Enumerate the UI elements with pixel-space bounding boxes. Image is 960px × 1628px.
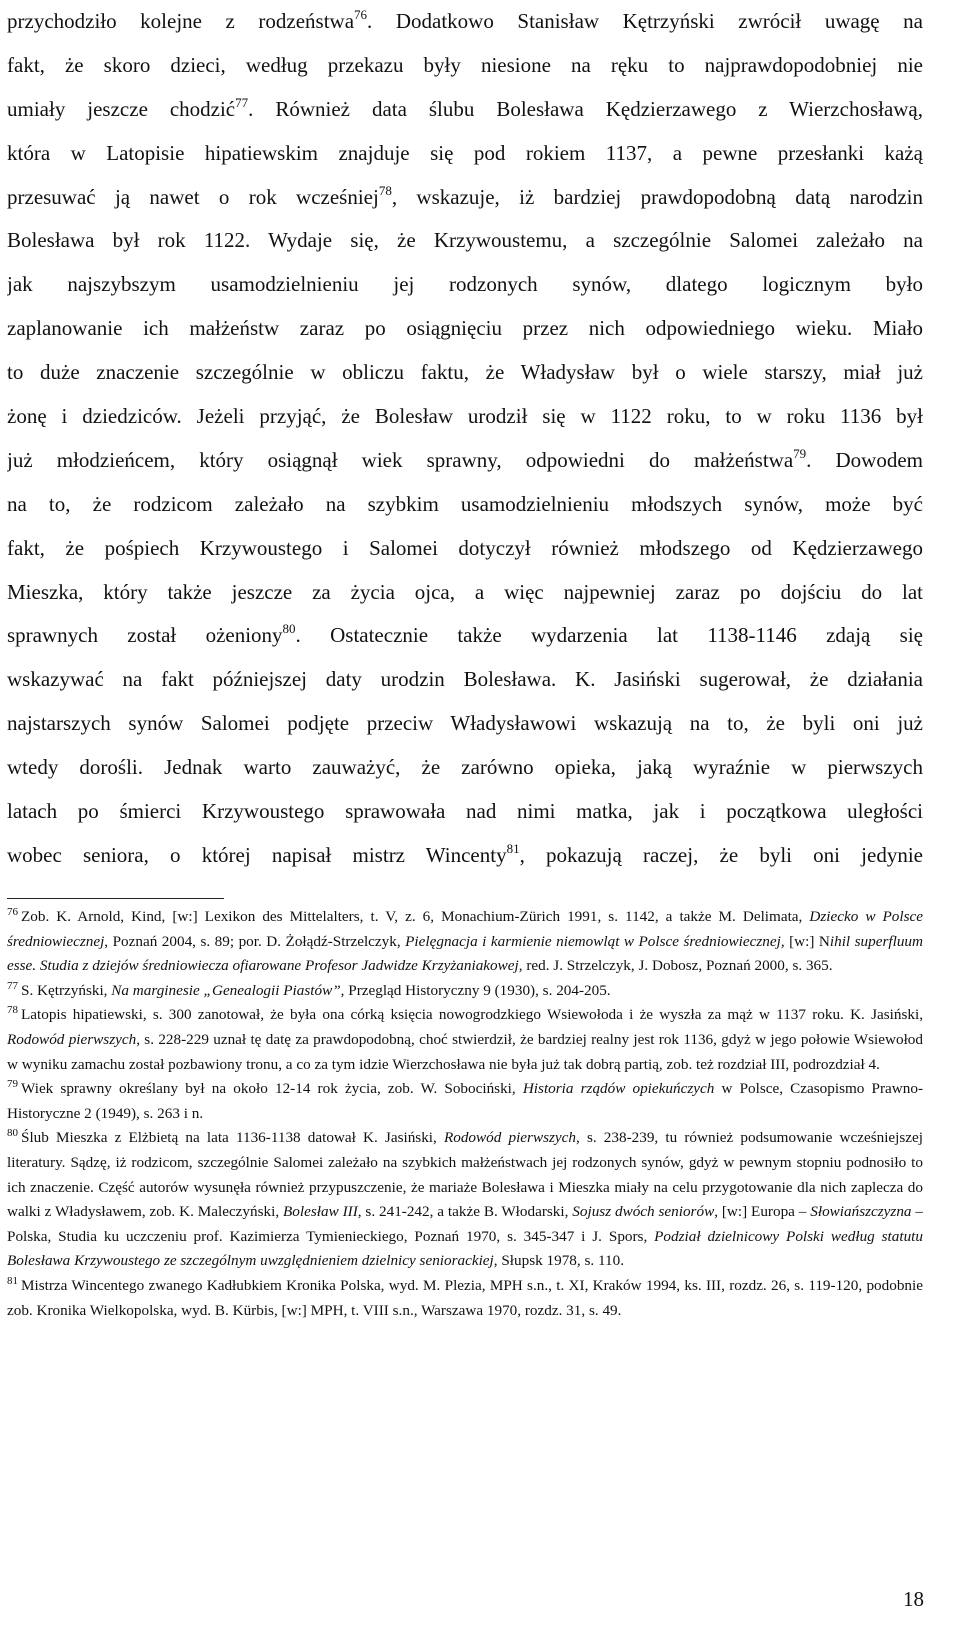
text-line [7,527,923,571]
text-segment: żonę i dziedziców. Jeżeli przyjąć, że Bolesław urodził się w 1122 roku, to w roku 1136 był [7,404,923,429]
text-segment: na to, że rodzicom zależało na szybkim usamodzielnieniu młodszych synów, może być [7,491,923,516]
text-line [7,44,923,88]
text-segment: latach po śmierci Krzywoustego sprawowała nad nimi matka, jak i początkowa uległości [7,799,923,824]
footnote-text: S. Kętrzyński, [21,981,112,999]
text-line [7,132,923,176]
text-line [7,658,923,702]
footnote-reference: 79 [793,445,807,461]
text-segment: przychodziło kolejne z rodzeństwa [7,9,355,33]
text-segment: to duże znaczenie szczególnie w obliczu faktu, że Władysław był o wiele starszy, miał już [7,360,923,385]
footnote-italic-title: Dziecko w Polsce średniowiecznej [7,908,923,950]
footnote-reference: 77 [235,94,249,110]
text-line [7,219,923,263]
text-segment: fakt, że pośpiech Krzywoustego i Salomei dotyczył również młodszego od Kędzierzawego [7,535,923,560]
footnote-text: , s. 228-229 uznał tę datę za prawdopodobną, choć stwierdził, że bardziej realny jest rok 1136, gdyż w jego połowie Wsiewołod w wyniku zamachu został pozbawiony tronu, a co za tym idzie Wierzchosława nie była już tak dobrą partią, zob. też rozdział III, podrozdział 4. [7,1030,923,1073]
footnote-text: Ślub Mieszka z Elżbietą na lata 1136-1138 datował K. Jasiński, [21,1129,444,1147]
text-line [7,702,923,746]
footnote [7,1274,923,1323]
footnote-number: 81 [7,1274,18,1287]
text-segment: . Dowodem [806,447,923,472]
text-segment: . Ostatecznie także wydarzenia lat 1138-1146 zdają się [295,623,923,648]
text-segment: sprawnych został ożeniony [7,623,283,648]
text-segment: , pokazują raczej, że byli oni jedynie [519,842,923,867]
footnote-text: , [w:] Europa – [714,1203,811,1221]
text-line [7,790,923,834]
footnote-italic-title: Bolesław III [283,1203,358,1221]
text-line [7,351,923,395]
footnote-reference: 76 [354,7,368,22]
text-line [7,0,923,44]
footnote-italic-title: Pielęgnacja i karmienie niemowląt w Polsce średniowiecznej [405,932,781,950]
text-line [7,834,923,878]
text-line [7,263,923,307]
footnote-italic-title: Rodowód pierwszych [7,1030,137,1048]
text-segment: wtedy dorośli. Jednak warto zauważyć, że zarówno opieka, jaką wyraźnie w pierwszych [7,755,923,780]
text-line [7,176,923,220]
text-segment: . Również data ślubu Bolesława Kędzierzawego z Wierzchosławą, [248,96,923,121]
footnote-reference: 78 [378,182,392,198]
text-line [7,571,923,615]
footnotes [7,905,923,1323]
footnote-separator [7,898,224,899]
footnote-reference: 80 [282,621,296,637]
footnote-reference: 81 [506,840,520,856]
text-line [7,439,923,483]
footnote-italic-title: Historia rządów opiekuńczych [522,1080,715,1098]
footnote-text: , Poznań 2004, s. 89; por. D. Żołądź-Strzelczyk, [104,932,406,950]
page-number: 18 [903,1587,924,1611]
footnote-text: Mistrza Wincentego zwanego Kadłubkiem Kronika Polska, wyd. M. Plezia, MPH s.n., t. XI, Kraków 1994, ks. III, rozdz. 26, s. 119-120, podobnie zob. Kronika Wielkopolska, wyd. B. Kürbis, [w:] MPH, t. VIII s.n., Warszawa 1970, rozdz. 31, s. 49. [7,1276,923,1319]
footnote-italic-title: ihil superfluum esse. Studia z dziejów średniowiecza ofiarowane Profesor Jadwidze Krzyżaniakowej [7,932,923,975]
text-segment: najstarszych synów Salomei podjęte przeciw Władysławowi wskazują na to, że byli oni już [7,711,923,736]
footnote-text: , s. 238-239, tu również podsumowanie wcześniejszej literatury. Sądzę, iż rodzicom, szczególnie Salomei zależało na szybkich małżeństwach jej rodzonych synów, gdyż w pewnym stopniu podnosiło to ich znaczenie. Część autorów wysunęła również przypuszczenie, że mariaże Bolesława i Mieszka miały na celu przygotowanie dla nich zaplecza do walki z Władysławem, zob. K. Maleczyński, [7,1129,923,1221]
footnote-number: 77 [7,979,18,992]
footnote-number: 78 [7,1004,18,1017]
footnote-text: – Polska, Studia ku uczczeniu prof. Kazimierza Tymienieckiego, Poznań 1970, s. 345-347 i J. Spors, [7,1203,923,1245]
text-segment: , wskazuje, iż bardziej prawdopodobną datą narodzin [391,184,923,209]
text-line [7,746,923,790]
text-segment: wobec seniora, o której napisał mistrz Wincenty [7,842,507,867]
footnote-italic-title: Sojusz dwóch seniorów [572,1203,715,1221]
footnote-text: Latopis hipatiewski, s. 300 zanotował, że była ona córką księcia nowogrodzkiego Wsiewołoda i że wyszła za mąż w 1137 roku. K. Jasiński, [21,1006,923,1024]
text-segment: Bolesława był rok 1122. Wydaje się, że Krzywoustemu, a szczególnie Salomei zależało na [7,228,923,253]
text-segment: przesuwać ją nawet o rok wcześniej [7,184,379,209]
text-segment: już młodzieńcem, który osiągnął wiek sprawny, odpowiedni do małżeństwa [7,447,794,472]
footnote-text: , s. 241-242, a także B. Włodarski, [357,1203,573,1221]
footnote-number: 79 [7,1078,18,1091]
footnote-number: 80 [7,1127,18,1140]
text-line [7,88,923,132]
footnote-text: w Polsce, Czasopismo Prawno-Historyczne 2 (1949), s. 263 i n. [7,1080,924,1122]
footnote-text: Wiek sprawny określany był na około 12-14 rok życia, zob. W. Sobociński, [21,1080,523,1098]
text-line [7,307,923,351]
text-segment: umiały jeszcze chodzić [7,96,236,121]
footnote [7,1077,923,1126]
footnote-italic-title: Rodowód pierwszych [443,1129,576,1147]
footnote [7,905,923,979]
footnote-italic-title: Słowiańszczyzna [810,1203,912,1221]
main-text [7,0,923,878]
footnote-text: , Słupsk 1978, s. 110. [493,1252,625,1270]
text-segment: która w Latopisie hipatiewskim znajduje się pod rokiem 1137, a pewne przesłanki każą [7,140,923,165]
text-segment: . Dodatkowo Stanisław Kętrzyński zwrócił uwagę na [367,9,923,33]
text-segment: zaplanowanie ich małżeństw zaraz po osiągnięciu przez nich odpowiedniego wieku. Miało [7,316,923,341]
text-segment: wskazywać na fakt późniejszej daty urodzin Bolesława. K. Jasiński sugerował, że działania [7,667,923,692]
text-segment: Mieszka, który także jeszcze za życia ojca, a więc najpewniej zaraz po dojściu do lat [7,579,923,604]
footnote-text: , Przegląd Historyczny 9 (1930), s. 204-205. [340,981,611,999]
footnote-text: , [w:] N [780,932,830,950]
footnote [7,979,923,1004]
text-segment: fakt, że skoro dzieci, według przekazu były niesione na ręku to najprawdopodobniej nie [7,52,923,77]
text-line [7,395,923,439]
text-line [7,483,923,527]
footnote-text: Zob. K. Arnold, Kind, [w:] Lexikon des Mittelalters, t. V, z. 6, Monachium-Zürich 1991, s. 1142, a także M. Delimata, [21,908,810,925]
footnote-italic-title: Na marginesie „Genealogii Piastów” [111,981,341,999]
text-line [7,614,923,658]
footnote-number: 76 [7,906,18,918]
footnote [7,1003,923,1077]
footnote-text: , red. J. Strzelczyk, J. Dobosz, Poznań 2000, s. 365. [518,957,833,975]
footnote [7,1126,923,1274]
footnote-italic-title: Podział dzielnicowy Polski według statutu Bolesława Krzywoustego ze szczególnym uwzględnieniem dzielnicy seniorackiej [7,1227,923,1270]
text-segment: jak najszybszym usamodzielnieniu jej rodzonych synów, dlatego logicznym było [7,272,923,297]
